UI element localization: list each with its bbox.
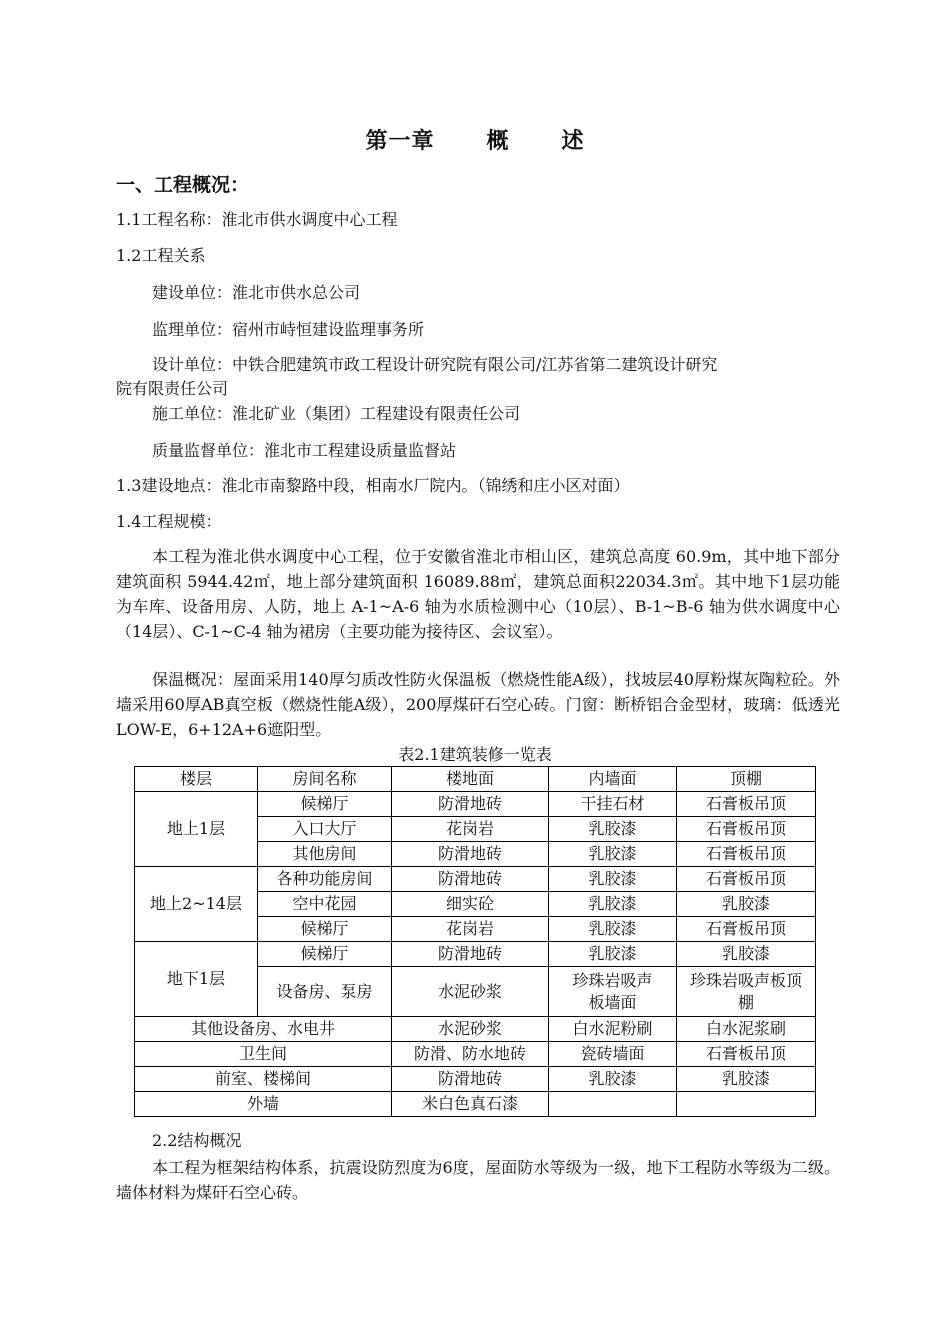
table-cell (549, 1092, 677, 1117)
chapter-title (0, 124, 950, 155)
structure-heading: 2.2结构概况 (152, 1131, 242, 1150)
header-cell: 楼层 (135, 767, 258, 792)
table-cell: 花岗岩 (392, 817, 549, 842)
table-cell: 珍珠岩吸声板墙面 (549, 967, 677, 1017)
table-cell: 乳胶漆 (677, 892, 816, 917)
table-cell: 水泥砂浆 (392, 967, 549, 1017)
table-cell: 防滑地砖 (392, 867, 549, 892)
finish-schedule-table (134, 766, 816, 1117)
table-row (135, 1092, 816, 1117)
floor-cell: 地下1层 (135, 942, 258, 1017)
table-row (135, 1067, 816, 1092)
table-cell: 乳胶漆 (549, 917, 677, 942)
table-cell: 石膏板吊顶 (677, 917, 816, 942)
designer-unit-line-2: 院有限责任公司 (116, 379, 229, 398)
table-cell: 花岗岩 (392, 917, 549, 942)
table-cell: 瓷砖墙面 (549, 1042, 677, 1067)
table-cell: 防滑地砖 (392, 792, 549, 817)
table-cell: 乳胶漆 (549, 1067, 677, 1092)
table-cell: 乳胶漆 (549, 867, 677, 892)
project-name: 1.1工程名称：淮北市供水调度中心工程 (116, 210, 398, 229)
project-relations-heading: 1.2工程关系 (116, 246, 206, 265)
table-row (135, 867, 816, 892)
table-cell: 石膏板吊顶 (677, 842, 816, 867)
project-location: 1.3建设地点：淮北市南黎路中段，相南水厂院内。（锦绣和庄小区对面） (116, 476, 630, 495)
chapter-title-word-2: 述 (561, 128, 585, 154)
table-cell: 石膏板吊顶 (677, 1042, 816, 1067)
table-cell: 乳胶漆 (677, 942, 816, 967)
table-cell: 入口大厅 (258, 817, 392, 842)
builder-unit: 建设单位：淮北市供水总公司 (152, 283, 361, 302)
table-row (135, 1042, 816, 1067)
table-cell: 水泥砂浆 (392, 1017, 549, 1042)
table-cell: 前室、楼梯间 (135, 1067, 392, 1092)
table-cell: 空中花园 (258, 892, 392, 917)
floor-cell: 地上1层 (135, 792, 258, 867)
table-cell: 候梯厅 (258, 942, 392, 967)
table-cell: 防滑地砖 (392, 842, 549, 867)
table-cell: 白水泥浆刷 (677, 1017, 816, 1042)
designer-unit-line-1: 设计单位：中铁合肥建筑市政工程设计研究院有限公司/江苏省第二建筑设计研究 (152, 355, 718, 374)
constructor-unit: 施工单位：淮北矿业（集团）工程建设有限责任公司 (152, 404, 521, 423)
header-cell: 楼地面 (392, 767, 549, 792)
quality-supervision-unit: 质量监督单位：淮北市工程建设质量监督站 (152, 441, 457, 460)
table-cell: 设备房、泵房 (258, 967, 392, 1017)
table-cell: 米白色真石漆 (392, 1092, 549, 1117)
table-cell: 石膏板吊顶 (677, 817, 816, 842)
table-cell: 石膏板吊顶 (677, 867, 816, 892)
table-cell: 各种功能房间 (258, 867, 392, 892)
table-cell: 乳胶漆 (549, 892, 677, 917)
project-scale-description: 本工程为淮北供水调度中心工程，位于安徽省淮北市相山区，建筑总高度 60.9m，其中地下部分建筑面积 5944.42㎡，地上部分建筑面积 16089.88㎡，建筑总面积22034.3㎡。其中地下1层功能为车库、设备用房、人防，地上 A-1~A-6 轴为水质检测中心（10层）、B-1~B-6 轴为供水调度中心（14层）、C-1~C-4 轴为裙房（主要功能为接待区、会议室）。 (116, 547, 840, 641)
table-header-row (135, 767, 816, 792)
table-cell: 防滑地砖 (392, 1067, 549, 1092)
table-cell: 其他房间 (258, 842, 392, 867)
table-cell: 卫生间 (135, 1042, 392, 1067)
header-cell: 顶棚 (677, 767, 816, 792)
table-cell: 乳胶漆 (549, 842, 677, 867)
table-cell: 候梯厅 (258, 917, 392, 942)
table-cell: 乳胶漆 (549, 942, 677, 967)
structure-description: 本工程为框架结构体系，抗震设防烈度为6度，屋面防水等级为一级，地下工程防水等级为二级。墙体材料为煤矸石空心砖。 (116, 1158, 840, 1202)
table-cell: 外墙 (135, 1092, 392, 1117)
table-cell: 乳胶漆 (549, 817, 677, 842)
section-heading-overview: 一、工程概况： (116, 174, 250, 196)
table-cell (677, 1092, 816, 1117)
table-cell: 防滑地砖 (392, 942, 549, 967)
table-cell: 候梯厅 (258, 792, 392, 817)
supervisor-unit: 监理单位：宿州市峙恒建设监理事务所 (152, 320, 425, 339)
table-cell: 珍珠岩吸声板顶棚 (677, 967, 816, 1017)
header-cell: 房间名称 (258, 767, 392, 792)
table-row (135, 792, 816, 817)
table-cell: 其他设备房、水电井 (135, 1017, 392, 1042)
table-cell: 干挂石材 (549, 792, 677, 817)
table-row (135, 1017, 816, 1042)
table-cell: 白水泥粉刷 (549, 1017, 677, 1042)
insulation-description: 保温概况：屋面采用140厚匀质改性防火保温板（燃烧性能A级），找坡层40厚粉煤灰陶粒砼。外墙采用60厚AB真空板（燃烧性能A级），200厚煤矸石空心砖。门窗：断桥铝合金型材，玻璃：低透光LOW-E，6+12A+6遮阳型。 (116, 670, 840, 739)
table-cell: 防滑、防水地砖 (392, 1042, 549, 1067)
table-cell: 细实砼 (392, 892, 549, 917)
table-cell: 乳胶漆 (677, 1067, 816, 1092)
header-cell: 内墙面 (549, 767, 677, 792)
table-caption: 表2.1建筑装修一览表 (398, 745, 552, 764)
floor-cell: 地上2~14层 (135, 867, 258, 942)
project-scale-heading: 1.4工程规模： (116, 512, 222, 531)
table-row (135, 942, 816, 967)
chapter-title-word-1: 概 (486, 128, 510, 154)
table-cell: 石膏板吊顶 (677, 792, 816, 817)
chapter-title-number: 第一章 (365, 128, 435, 154)
